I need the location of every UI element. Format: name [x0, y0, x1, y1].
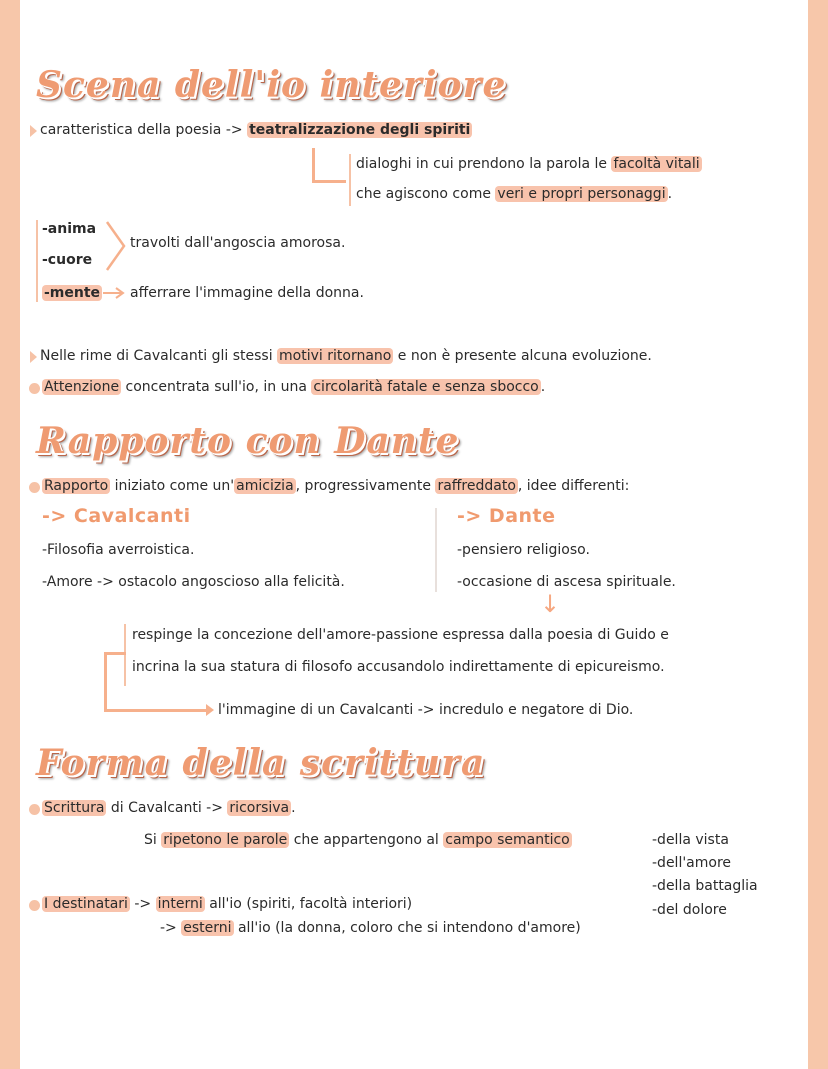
bullet-dot: [29, 482, 40, 493]
chevron-right-icon: [104, 220, 128, 272]
bullet-marker: [30, 125, 37, 137]
text: all'io (la donna, coloro che si intendono d'amore): [233, 920, 581, 936]
line-esterni: [160, 920, 581, 936]
bullet-dot: [29, 383, 40, 394]
bracket-line: [349, 154, 351, 206]
left-border: [0, 0, 20, 1069]
highlight: ricorsiva: [229, 800, 290, 816]
highlight: facoltà vitali: [613, 156, 700, 172]
column-divider: [435, 508, 437, 592]
bracket-line: [36, 220, 38, 302]
text-travolti: travolti dall'angoscia amorosa.: [130, 235, 346, 251]
bullet-dot: [29, 804, 40, 815]
text: e non è presente alcuna evoluzione.: [393, 348, 652, 364]
heading-dante: -> Dante: [457, 505, 556, 527]
line-caratteristica: [40, 122, 472, 138]
cav-filosofia: -Filosofia averroistica.: [42, 542, 195, 558]
campo-vista: -della vista: [652, 832, 729, 848]
connector-line: [312, 148, 315, 182]
text: all'io (spiriti, facoltà interiori): [204, 896, 413, 912]
text: , idee differenti:: [517, 478, 630, 494]
connector-line: [312, 180, 346, 183]
connector-line: [104, 709, 210, 712]
text-afferrare: afferrare l'immagine della donna.: [130, 285, 364, 301]
section-title-scena: Scena dell'io interiore: [36, 64, 507, 106]
text: caratteristica della poesia ->: [40, 122, 248, 138]
line-attenzione: [42, 379, 545, 395]
text: ->: [129, 896, 156, 912]
text: concentrata sull'io, in una: [121, 379, 312, 395]
text: di Cavalcanti ->: [106, 800, 228, 816]
highlight: interni: [157, 896, 203, 912]
heading-cavalcanti: -> Cavalcanti: [42, 505, 191, 527]
line-scrittura: [42, 800, 296, 816]
highlight: ripetono le parole: [163, 832, 288, 848]
line-destinatari: [42, 896, 412, 912]
arrow-head-icon: [206, 704, 214, 716]
highlight: esterni: [183, 920, 232, 936]
text: iniziato come un': [110, 478, 235, 494]
item-mente: [42, 285, 102, 301]
text: che agiscono come: [356, 186, 496, 202]
connector-line: [104, 652, 126, 655]
highlight: Scrittura: [44, 800, 105, 816]
highlight: I destinatari: [44, 896, 128, 912]
campo-dolore: -del dolore: [652, 902, 727, 918]
highlight: -mente: [44, 285, 101, 301]
text: ->: [160, 920, 182, 936]
highlight: circolarità fatale e senza sbocco: [313, 379, 539, 395]
bracket-line: [124, 624, 126, 686]
line-ripetono: [144, 832, 572, 848]
highlight: amicizia: [236, 478, 294, 494]
highlight: Attenzione: [44, 379, 120, 395]
text: .: [667, 186, 673, 202]
highlight: veri e propri personaggi: [497, 186, 666, 202]
right-border: [808, 0, 828, 1069]
text: dialoghi in cui prendono la parola le: [356, 156, 612, 172]
line-nelle-rime: [40, 348, 652, 364]
connector-line: [104, 652, 107, 712]
section-title-rapporto: Rapporto con Dante: [36, 420, 460, 462]
highlight: raffreddato: [437, 478, 516, 494]
text-immagine: l'immagine di un Cavalcanti -> incredulo e negatore di Dio.: [218, 702, 634, 718]
text: Si: [144, 832, 162, 848]
highlight: teatralizzazione degli spiriti: [249, 122, 471, 138]
arrow-right-icon: [102, 286, 126, 300]
text: .: [540, 379, 546, 395]
highlight: campo semantico: [445, 832, 570, 848]
line-dialoghi: [356, 156, 702, 172]
arrow-down-icon: ↓: [540, 590, 561, 618]
bullet-marker: [30, 351, 37, 363]
item-anima: -anima: [42, 221, 97, 237]
campo-amore: -dell'amore: [652, 855, 732, 871]
line-agiscono: [356, 186, 672, 202]
text: , progressivamente: [295, 478, 436, 494]
dan-pensiero: -pensiero religioso.: [457, 542, 590, 558]
campo-battaglia: -della battaglia: [652, 878, 758, 894]
text-respinge: respinge la concezione dell'amore-passione espressa dalla poesia di Guido e: [132, 627, 669, 643]
bullet-dot: [29, 900, 40, 911]
section-title-forma: Forma della scrittura: [36, 742, 486, 784]
dan-occasione: -occasione di ascesa spirituale.: [457, 574, 676, 590]
text-incrina: incrina la sua statura di filosofo accusandolo indirettamente di epicureismo.: [132, 659, 665, 675]
highlight: Rapporto: [44, 478, 109, 494]
item-cuore: -cuore: [42, 252, 93, 268]
line-rapporto: [42, 478, 629, 494]
text: che appartengono al: [289, 832, 444, 848]
text: .: [291, 800, 296, 816]
highlight: motivi ritornano: [279, 348, 392, 364]
cav-amore: -Amore -> ostacolo angoscioso alla felicità.: [42, 574, 345, 590]
text: Nelle rime di Cavalcanti gli stessi: [40, 348, 278, 364]
